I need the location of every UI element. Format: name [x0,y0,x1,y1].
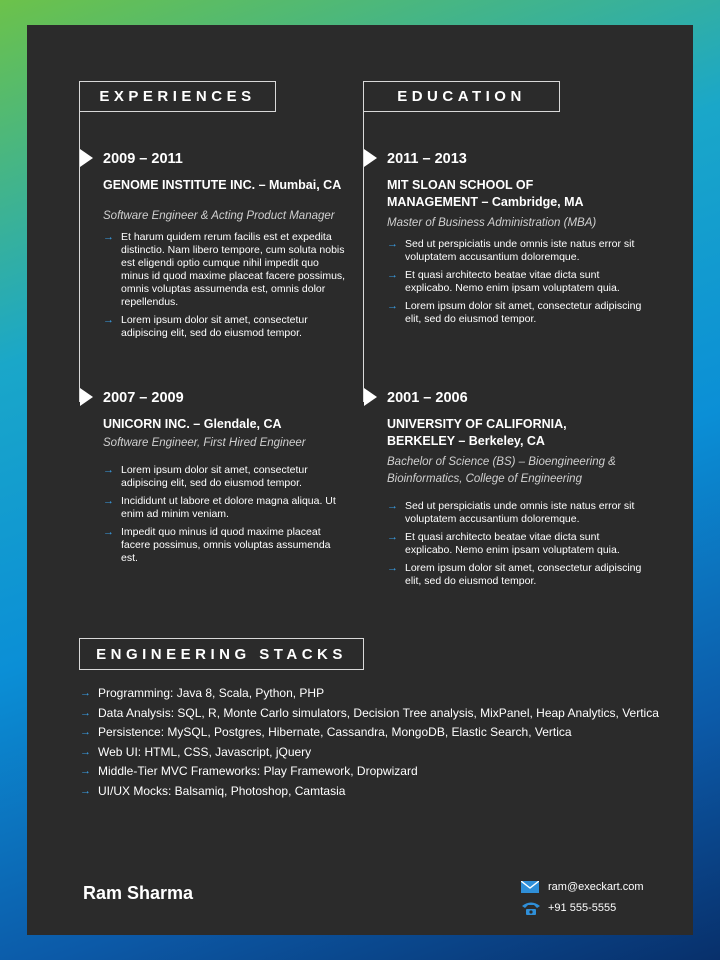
arrow-right-icon: → [80,765,91,778]
arrow-right-icon: → [387,531,398,543]
stacks-list [80,684,659,802]
arrow-right-icon: → [80,726,91,739]
bullet: → Et quasi architecto beatae vitae dicta sunt explicabo. Nemo enim ipsam voluptatem quia. [387,269,620,294]
arrow-right-icon: → [103,231,114,243]
entry-org: GENOME INSTITUTE INC. – Mumbai, CA [103,178,342,192]
education-entry-2 [387,389,643,593]
arrow-right-icon: → [387,300,398,312]
stack-item: → Persistence: MySQL, Postgres, Hibernate, Cassandra, MongoDB, Elastic Search, Vertica [80,723,659,743]
experience-entry-2 [103,389,348,570]
entry-role: Master of Business Administration (MBA) [387,217,597,229]
bullet: → Lorem ipsum dolor sit amet, consectetur adipiscing elit, sed do eiusmod tempor. [387,300,642,325]
arrow-right-icon: → [103,526,114,538]
education-entry-1 [387,150,643,331]
arrow-right-icon: → [80,745,91,758]
stack-item: → UI/UX Mocks: Balsamiq, Photoshop, Camtasia [80,782,659,802]
arrow-right-icon: → [387,562,398,574]
timeline-marker-icon [364,388,377,406]
email-text[interactable]: ram@execkart.com [548,880,644,893]
bullet: → Lorem ipsum dolor sit amet, consectetur adipiscing elit, sed do eiusmod tempor. [387,562,642,587]
entry-years: 2001 – 2006 [387,390,468,406]
entry-org: UNIVERSITY OF CALIFORNIA, BERKELEY – Berkeley, CA [387,417,567,448]
arrow-right-icon: → [80,784,91,797]
arrow-right-icon: → [103,495,114,507]
phone-row[interactable] [521,897,644,918]
stack-item: → Data Analysis: SQL, R, Monte Carlo simulators, Decision Tree analysis, MixPanel, Heap Analytics, Vertica [80,704,659,724]
arrow-right-icon: → [103,314,114,326]
timeline-marker-icon [364,149,377,167]
education-heading: EDUCATION [363,81,560,112]
entry-role: Software Engineer & Acting Product Manager [103,210,335,222]
timeline-marker-icon [80,388,93,406]
arrow-right-icon: → [80,687,91,699]
entry-org: MIT SLOAN SCHOOL OF MANAGEMENT – Cambridge, MA [387,178,584,209]
entry-years: 2007 – 2009 [103,390,184,406]
bullet: → Et quasi architecto beatae vitae dicta sunt explicabo. Nemo enim ipsam voluptatem quia. [387,531,620,556]
experience-entry-1 [103,150,348,345]
timeline-marker-icon [80,149,93,167]
bullet: → Incididunt ut labore et dolore magna aliqua. Ut enim ad minim veniam. [103,495,336,520]
bullet: → Sed ut perspiciatis unde omnis iste natus error sit voluptatem accusantium doloremque. [387,238,635,263]
bullet: → Lorem ipsum dolor sit amet, consectetur adipiscing elit, sed do eiusmod tempor. [103,464,308,489]
arrow-right-icon: → [387,269,398,281]
entry-org: UNICORN INC. – Glendale, CA [103,417,282,431]
stacks-heading: ENGINEERING STACKS [79,638,364,670]
experiences-heading: EXPERIENCES [79,81,276,112]
contact-info [521,876,644,918]
arrow-right-icon: → [80,706,91,719]
stack-item: → Middle-Tier MVC Frameworks: Play Framework, Dropwizard [80,762,659,782]
arrow-right-icon: → [103,464,114,476]
bullet: → Et harum quidem rerum facilis est et expedita distinctio. Nam libero tempore, cum soluta nobis est eligendi optio cumque nihil impedit quo minus id quod maxime placeat facere possimus, omnis voluptas assumenda est, omnis dolor repellendus. [103,231,346,308]
resume-page [27,25,693,935]
stack-item: → Programming: Java 8, Scala, Python, PHP [80,684,659,704]
phone-text[interactable]: +91 555-5555 [548,901,617,914]
bullet: → Lorem ipsum dolor sit amet, consectetur adipiscing elit, sed do eiusmod tempor. [103,314,308,339]
arrow-right-icon: → [387,238,398,250]
phone-icon [521,900,548,916]
bullet: → Impedit quo minus id quod maxime placeat facere possimus, omnis voluptas assumenda est. [103,526,331,564]
entry-years: 2011 – 2013 [387,151,467,167]
entry-role: Software Engineer, First Hired Engineer [103,437,306,449]
envelope-icon [521,881,548,893]
email-row[interactable] [521,876,644,897]
entry-role: Bachelor of Science (BS) – Bioengineering & Bioinformatics, College of Engineering [387,456,616,485]
entry-years: 2009 – 2011 [103,151,183,167]
stack-item: → Web UI: HTML, CSS, Javascript, jQuery [80,743,659,763]
arrow-right-icon: → [387,500,398,512]
person-name: Ram Sharma [83,883,194,903]
bullet: → Sed ut perspiciatis unde omnis iste natus error sit voluptatem accusantium doloremque. [387,500,635,525]
